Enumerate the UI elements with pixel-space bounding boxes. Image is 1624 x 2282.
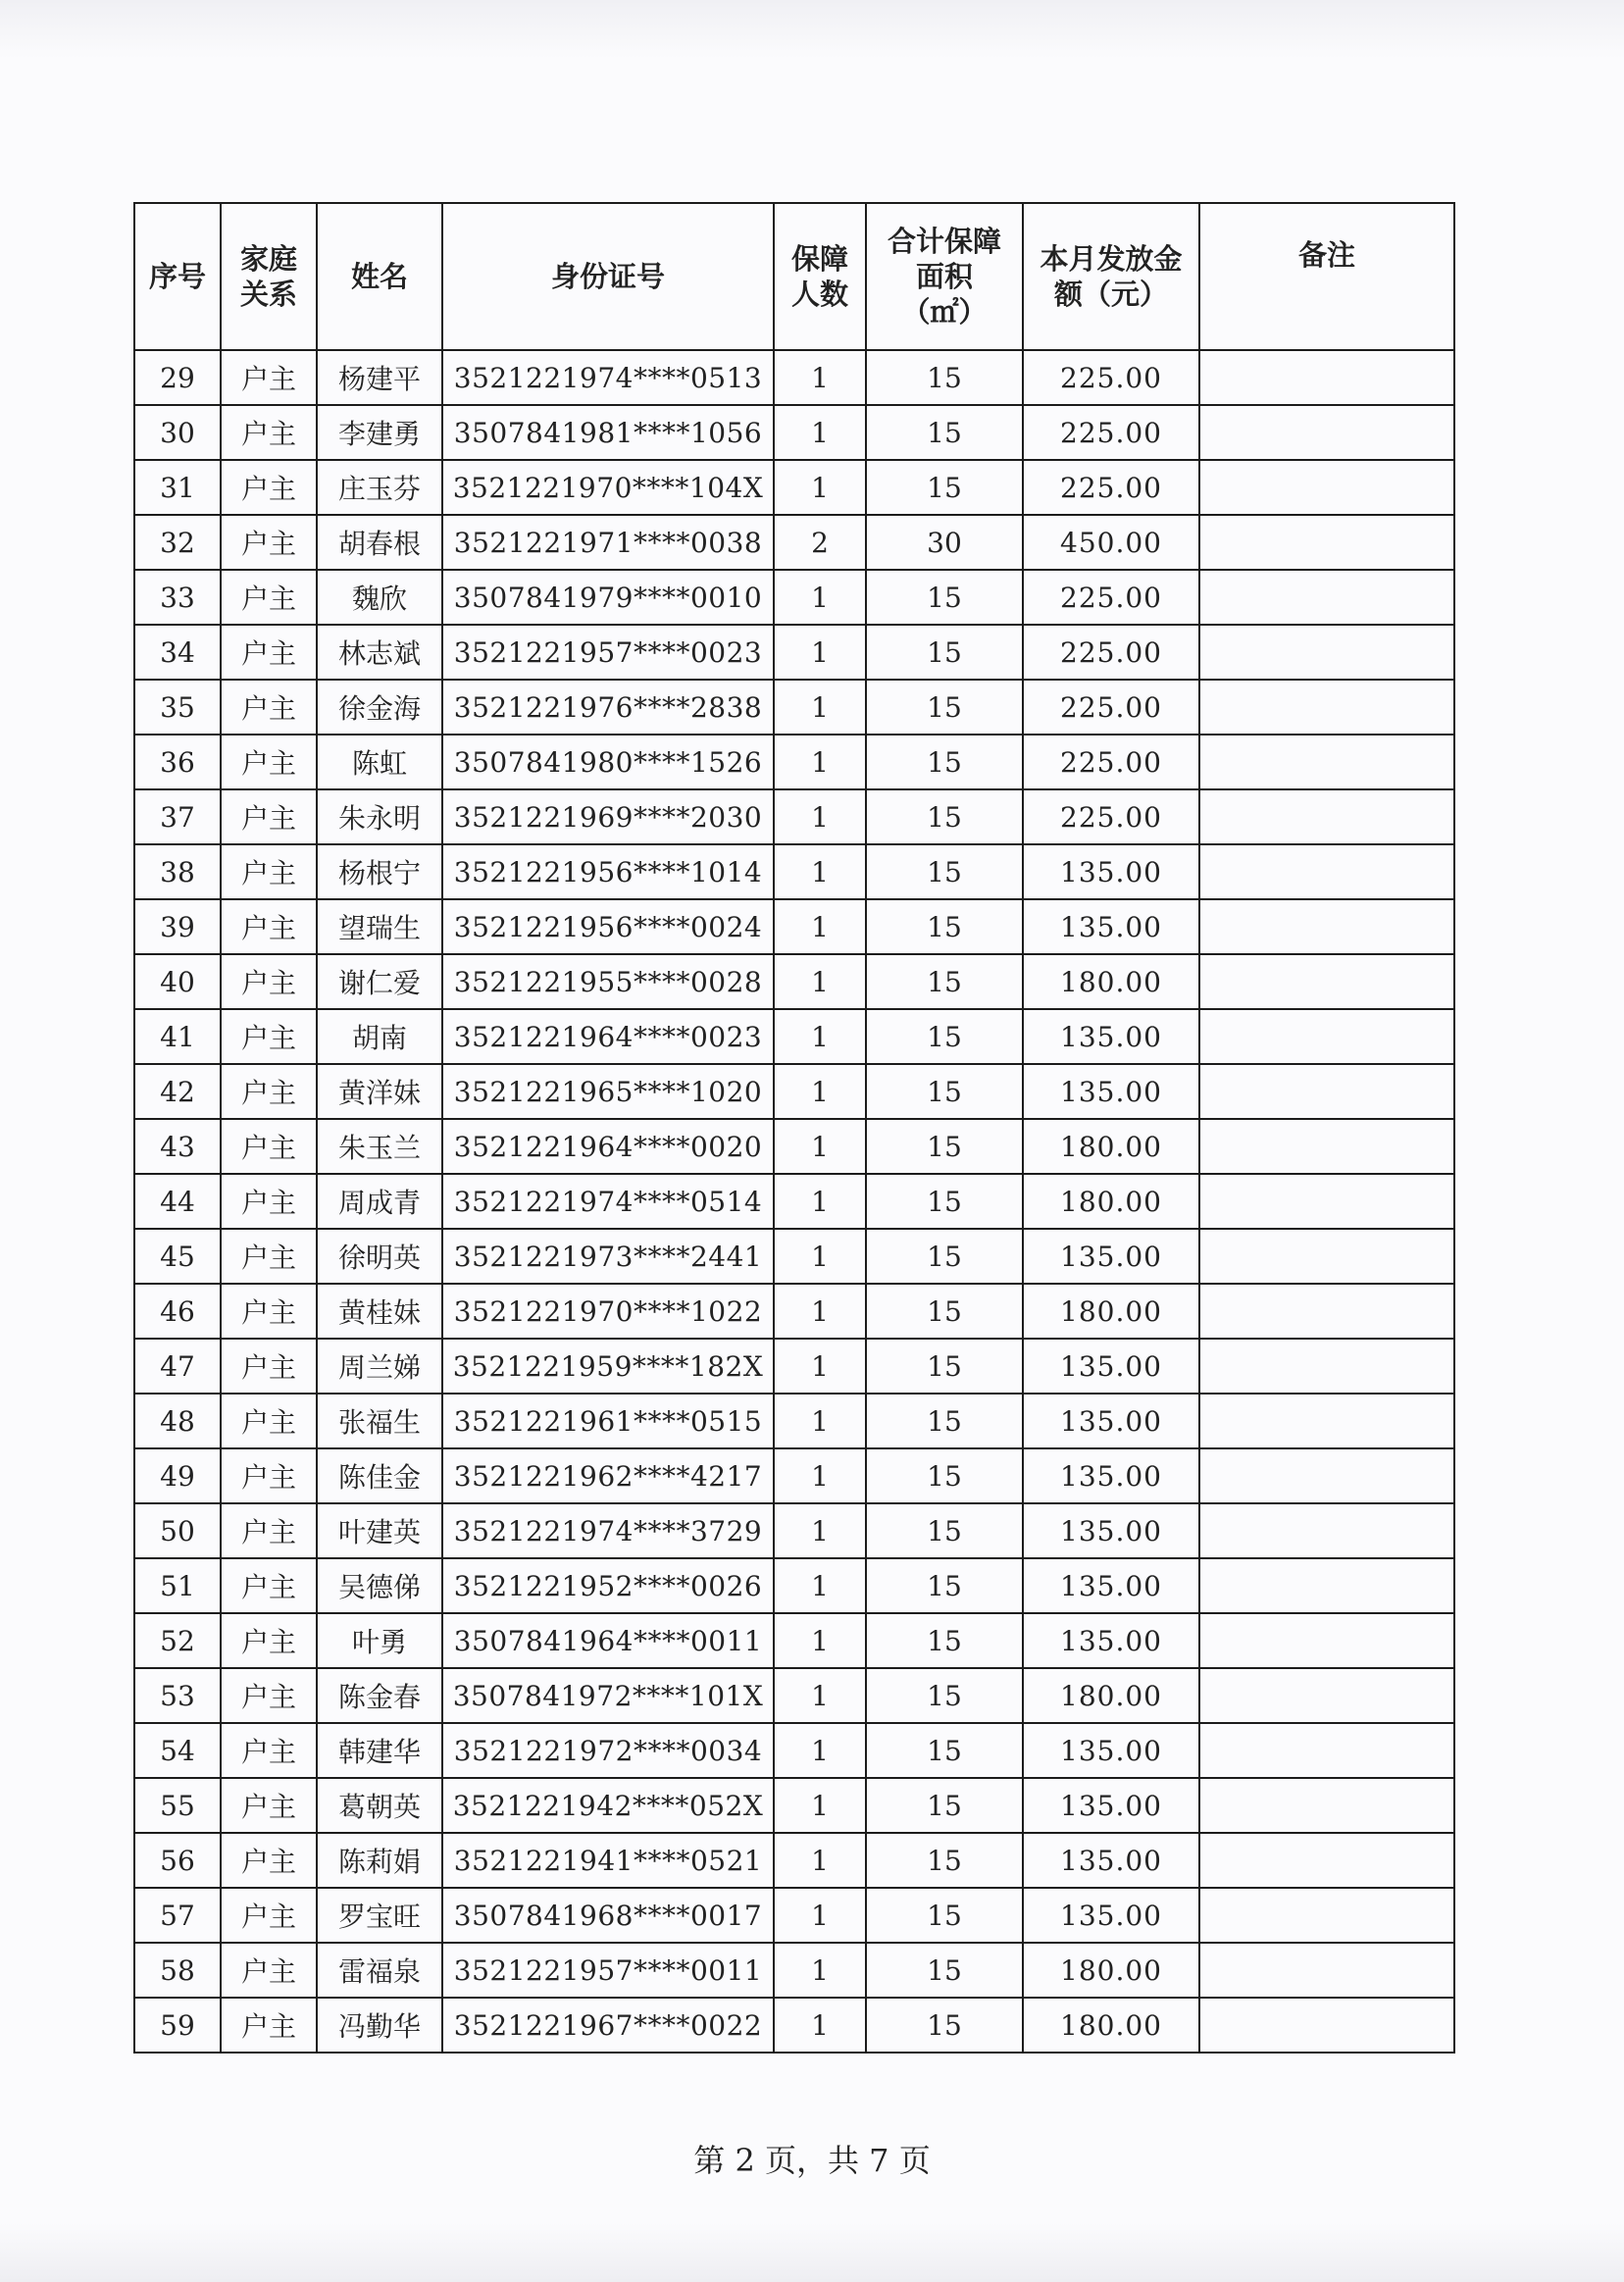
cell-persons: 1 bbox=[774, 1943, 866, 1998]
cell-relation: 户主 bbox=[221, 350, 317, 405]
cell-amount: 225.00 bbox=[1023, 735, 1199, 789]
table-row bbox=[134, 1503, 1454, 1558]
cell-persons: 1 bbox=[774, 1284, 866, 1339]
cell-amount: 450.00 bbox=[1023, 515, 1199, 570]
cell-area: 15 bbox=[866, 680, 1023, 735]
cell-persons: 1 bbox=[774, 844, 866, 899]
cell-seq: 36 bbox=[134, 735, 221, 789]
cell-area: 15 bbox=[866, 350, 1023, 405]
cell-relation: 户主 bbox=[221, 1339, 317, 1394]
cell-area: 15 bbox=[866, 1833, 1023, 1888]
table-row bbox=[134, 789, 1454, 844]
cell-seq: 44 bbox=[134, 1174, 221, 1229]
cell-relation: 户主 bbox=[221, 1503, 317, 1558]
cell-area: 15 bbox=[866, 1009, 1023, 1064]
cell-relation: 户主 bbox=[221, 954, 317, 1009]
cell-amount: 180.00 bbox=[1023, 1943, 1199, 1998]
cell-seq: 31 bbox=[134, 460, 221, 515]
header-relation: 家庭关系 bbox=[221, 203, 317, 350]
cell-area: 15 bbox=[866, 1394, 1023, 1448]
cell-persons: 2 bbox=[774, 515, 866, 570]
cell-persons: 1 bbox=[774, 1998, 866, 2053]
cell-relation: 户主 bbox=[221, 570, 317, 625]
table-row bbox=[134, 1339, 1454, 1394]
table-row bbox=[134, 1723, 1454, 1778]
cell-area: 30 bbox=[866, 515, 1023, 570]
cell-id-number: 3521221952****0026 bbox=[442, 1558, 774, 1613]
cell-id-number: 3521221976****2838 bbox=[442, 680, 774, 735]
cell-amount: 135.00 bbox=[1023, 1503, 1199, 1558]
cell-id-number: 3507841972****101X bbox=[442, 1668, 774, 1723]
cell-remarks bbox=[1199, 1888, 1454, 1943]
cell-id-number: 3507841981****1056 bbox=[442, 405, 774, 460]
cell-persons: 1 bbox=[774, 1229, 866, 1284]
cell-seq: 59 bbox=[134, 1998, 221, 2053]
cell-seq: 57 bbox=[134, 1888, 221, 1943]
cell-id-number: 3507841964****0011 bbox=[442, 1613, 774, 1668]
cell-name: 陈佳金 bbox=[317, 1448, 442, 1503]
table-row bbox=[134, 1668, 1454, 1723]
cell-persons: 1 bbox=[774, 1613, 866, 1668]
cell-area: 15 bbox=[866, 1284, 1023, 1339]
cell-area: 15 bbox=[866, 1064, 1023, 1119]
table-row bbox=[134, 1448, 1454, 1503]
cell-relation: 户主 bbox=[221, 1119, 317, 1174]
cell-id-number: 3521221956****0024 bbox=[442, 899, 774, 954]
cell-persons: 1 bbox=[774, 405, 866, 460]
cell-name: 叶勇 bbox=[317, 1613, 442, 1668]
cell-id-number: 3521221972****0034 bbox=[442, 1723, 774, 1778]
table-row bbox=[134, 954, 1454, 1009]
cell-seq: 30 bbox=[134, 405, 221, 460]
cell-remarks bbox=[1199, 405, 1454, 460]
cell-id-number: 3521221956****1014 bbox=[442, 844, 774, 899]
cell-remarks bbox=[1199, 1613, 1454, 1668]
cell-area: 15 bbox=[866, 1778, 1023, 1833]
cell-amount: 180.00 bbox=[1023, 1998, 1199, 2053]
cell-area: 15 bbox=[866, 570, 1023, 625]
cell-name: 望瑞生 bbox=[317, 899, 442, 954]
cell-seq: 53 bbox=[134, 1668, 221, 1723]
cell-area: 15 bbox=[866, 1558, 1023, 1613]
cell-area: 15 bbox=[866, 405, 1023, 460]
cell-area: 15 bbox=[866, 460, 1023, 515]
cell-amount: 135.00 bbox=[1023, 1833, 1199, 1888]
cell-name: 庄玉芬 bbox=[317, 460, 442, 515]
cell-name: 冯勤华 bbox=[317, 1998, 442, 2053]
cell-area: 15 bbox=[866, 1503, 1023, 1558]
cell-amount: 225.00 bbox=[1023, 789, 1199, 844]
cell-persons: 1 bbox=[774, 1394, 866, 1448]
table-row bbox=[134, 515, 1454, 570]
cell-name: 朱永明 bbox=[317, 789, 442, 844]
cell-name: 谢仁爱 bbox=[317, 954, 442, 1009]
cell-area: 15 bbox=[866, 735, 1023, 789]
cell-remarks bbox=[1199, 1284, 1454, 1339]
cell-persons: 1 bbox=[774, 570, 866, 625]
cell-name: 徐明英 bbox=[317, 1229, 442, 1284]
cell-name: 周兰娣 bbox=[317, 1339, 442, 1394]
cell-seq: 52 bbox=[134, 1613, 221, 1668]
cell-seq: 55 bbox=[134, 1778, 221, 1833]
cell-persons: 1 bbox=[774, 350, 866, 405]
table-row bbox=[134, 1119, 1454, 1174]
cell-id-number: 3521221970****104X bbox=[442, 460, 774, 515]
cell-persons: 1 bbox=[774, 1064, 866, 1119]
cell-remarks bbox=[1199, 1119, 1454, 1174]
cell-name: 朱玉兰 bbox=[317, 1119, 442, 1174]
cell-amount: 225.00 bbox=[1023, 405, 1199, 460]
cell-relation: 户主 bbox=[221, 1558, 317, 1613]
cell-amount: 135.00 bbox=[1023, 899, 1199, 954]
table-row bbox=[134, 1284, 1454, 1339]
table-row bbox=[134, 1943, 1454, 1998]
cell-seq: 40 bbox=[134, 954, 221, 1009]
cell-seq: 42 bbox=[134, 1064, 221, 1119]
cell-seq: 29 bbox=[134, 350, 221, 405]
cell-id-number: 3521221974****0513 bbox=[442, 350, 774, 405]
table-row bbox=[134, 1778, 1454, 1833]
cell-seq: 58 bbox=[134, 1943, 221, 1998]
cell-id-number: 3521221961****0515 bbox=[442, 1394, 774, 1448]
cell-relation: 户主 bbox=[221, 1613, 317, 1668]
cell-remarks bbox=[1199, 350, 1454, 405]
cell-remarks bbox=[1199, 1723, 1454, 1778]
cell-remarks bbox=[1199, 1668, 1454, 1723]
cell-remarks bbox=[1199, 1009, 1454, 1064]
cell-area: 15 bbox=[866, 1723, 1023, 1778]
cell-amount: 180.00 bbox=[1023, 1668, 1199, 1723]
table-row bbox=[134, 460, 1454, 515]
cell-id-number: 3521221964****0023 bbox=[442, 1009, 774, 1064]
cell-amount: 225.00 bbox=[1023, 460, 1199, 515]
cell-persons: 1 bbox=[774, 1778, 866, 1833]
cell-id-number: 3521221957****0023 bbox=[442, 625, 774, 680]
table-row bbox=[134, 1888, 1454, 1943]
cell-relation: 户主 bbox=[221, 1668, 317, 1723]
cell-name: 胡春根 bbox=[317, 515, 442, 570]
cell-area: 15 bbox=[866, 1888, 1023, 1943]
table-row bbox=[134, 1174, 1454, 1229]
cell-amount: 135.00 bbox=[1023, 1339, 1199, 1394]
cell-remarks bbox=[1199, 680, 1454, 735]
cell-id-number: 3521221955****0028 bbox=[442, 954, 774, 1009]
cell-remarks bbox=[1199, 1943, 1454, 1998]
cell-seq: 47 bbox=[134, 1339, 221, 1394]
cell-seq: 43 bbox=[134, 1119, 221, 1174]
cell-seq: 33 bbox=[134, 570, 221, 625]
cell-relation: 户主 bbox=[221, 405, 317, 460]
cell-area: 15 bbox=[866, 844, 1023, 899]
cell-relation: 户主 bbox=[221, 515, 317, 570]
table-row bbox=[134, 1064, 1454, 1119]
cell-persons: 1 bbox=[774, 1723, 866, 1778]
cell-name: 徐金海 bbox=[317, 680, 442, 735]
cell-seq: 51 bbox=[134, 1558, 221, 1613]
cell-remarks bbox=[1199, 954, 1454, 1009]
cell-amount: 180.00 bbox=[1023, 1174, 1199, 1229]
cell-relation: 户主 bbox=[221, 460, 317, 515]
cell-persons: 1 bbox=[774, 1009, 866, 1064]
cell-remarks bbox=[1199, 570, 1454, 625]
cell-remarks bbox=[1199, 735, 1454, 789]
table-row bbox=[134, 735, 1454, 789]
cell-remarks bbox=[1199, 1448, 1454, 1503]
cell-id-number: 3521221974****3729 bbox=[442, 1503, 774, 1558]
cell-id-number: 3521221942****052X bbox=[442, 1778, 774, 1833]
cell-id-number: 3507841980****1526 bbox=[442, 735, 774, 789]
cell-relation: 户主 bbox=[221, 1064, 317, 1119]
cell-persons: 1 bbox=[774, 1339, 866, 1394]
cell-remarks bbox=[1199, 1174, 1454, 1229]
table-row bbox=[134, 405, 1454, 460]
cell-relation: 户主 bbox=[221, 1229, 317, 1284]
cell-relation: 户主 bbox=[221, 1723, 317, 1778]
header-id-number: 身份证号 bbox=[442, 203, 774, 350]
cell-persons: 1 bbox=[774, 1668, 866, 1723]
cell-amount: 135.00 bbox=[1023, 1064, 1199, 1119]
table-row bbox=[134, 1613, 1454, 1668]
cell-amount: 225.00 bbox=[1023, 680, 1199, 735]
cell-remarks bbox=[1199, 515, 1454, 570]
cell-name: 吴德俤 bbox=[317, 1558, 442, 1613]
cell-id-number: 3521221957****0011 bbox=[442, 1943, 774, 1998]
table-body bbox=[134, 350, 1454, 2053]
header-area: 合计保障面积（㎡） bbox=[866, 203, 1023, 350]
cell-amount: 135.00 bbox=[1023, 1229, 1199, 1284]
cell-persons: 1 bbox=[774, 1888, 866, 1943]
cell-area: 15 bbox=[866, 1943, 1023, 1998]
header-seq: 序号 bbox=[134, 203, 221, 350]
cell-persons: 1 bbox=[774, 899, 866, 954]
header-amount: 本月发放金额（元） bbox=[1023, 203, 1199, 350]
cell-id-number: 3521221967****0022 bbox=[442, 1998, 774, 2053]
cell-name: 张福生 bbox=[317, 1394, 442, 1448]
cell-amount: 180.00 bbox=[1023, 954, 1199, 1009]
cell-seq: 56 bbox=[134, 1833, 221, 1888]
cell-remarks bbox=[1199, 1833, 1454, 1888]
cell-name: 雷福泉 bbox=[317, 1943, 442, 1998]
cell-area: 15 bbox=[866, 954, 1023, 1009]
cell-remarks bbox=[1199, 1064, 1454, 1119]
cell-id-number: 3521221941****0521 bbox=[442, 1833, 774, 1888]
table-row bbox=[134, 625, 1454, 680]
cell-area: 15 bbox=[866, 1339, 1023, 1394]
cell-relation: 户主 bbox=[221, 680, 317, 735]
cell-persons: 1 bbox=[774, 460, 866, 515]
cell-amount: 135.00 bbox=[1023, 1778, 1199, 1833]
cell-area: 15 bbox=[866, 1668, 1023, 1723]
subsidy-roster-table bbox=[133, 202, 1455, 2054]
cell-persons: 1 bbox=[774, 735, 866, 789]
table-row bbox=[134, 844, 1454, 899]
cell-seq: 38 bbox=[134, 844, 221, 899]
cell-area: 15 bbox=[866, 1998, 1023, 2053]
cell-remarks bbox=[1199, 1558, 1454, 1613]
cell-area: 15 bbox=[866, 1448, 1023, 1503]
cell-remarks bbox=[1199, 1998, 1454, 2053]
cell-seq: 37 bbox=[134, 789, 221, 844]
cell-relation: 户主 bbox=[221, 1998, 317, 2053]
cell-persons: 1 bbox=[774, 1119, 866, 1174]
cell-relation: 户主 bbox=[221, 1174, 317, 1229]
cell-seq: 39 bbox=[134, 899, 221, 954]
cell-name: 杨建平 bbox=[317, 350, 442, 405]
cell-relation: 户主 bbox=[221, 789, 317, 844]
cell-amount: 135.00 bbox=[1023, 1448, 1199, 1503]
cell-amount: 135.00 bbox=[1023, 1394, 1199, 1448]
cell-seq: 34 bbox=[134, 625, 221, 680]
cell-area: 15 bbox=[866, 1229, 1023, 1284]
cell-persons: 1 bbox=[774, 789, 866, 844]
cell-relation: 户主 bbox=[221, 625, 317, 680]
cell-remarks bbox=[1199, 789, 1454, 844]
cell-amount: 135.00 bbox=[1023, 1613, 1199, 1668]
cell-id-number: 3521221971****0038 bbox=[442, 515, 774, 570]
cell-amount: 180.00 bbox=[1023, 1119, 1199, 1174]
cell-amount: 225.00 bbox=[1023, 570, 1199, 625]
header-row bbox=[134, 203, 1454, 350]
cell-amount: 135.00 bbox=[1023, 1723, 1199, 1778]
cell-relation: 户主 bbox=[221, 1009, 317, 1064]
cell-relation: 户主 bbox=[221, 1448, 317, 1503]
cell-area: 15 bbox=[866, 1119, 1023, 1174]
table-header bbox=[134, 203, 1454, 350]
cell-relation: 户主 bbox=[221, 1284, 317, 1339]
table-row bbox=[134, 1394, 1454, 1448]
table-row bbox=[134, 899, 1454, 954]
cell-name: 黄洋妹 bbox=[317, 1064, 442, 1119]
cell-amount: 135.00 bbox=[1023, 1558, 1199, 1613]
table-row bbox=[134, 1998, 1454, 2053]
cell-area: 15 bbox=[866, 1613, 1023, 1668]
cell-id-number: 3521221959****182X bbox=[442, 1339, 774, 1394]
cell-remarks bbox=[1199, 1229, 1454, 1284]
cell-remarks bbox=[1199, 844, 1454, 899]
cell-seq: 45 bbox=[134, 1229, 221, 1284]
cell-amount: 135.00 bbox=[1023, 1888, 1199, 1943]
cell-name: 胡南 bbox=[317, 1009, 442, 1064]
cell-id-number: 3507841979****0010 bbox=[442, 570, 774, 625]
cell-remarks bbox=[1199, 625, 1454, 680]
cell-remarks bbox=[1199, 460, 1454, 515]
cell-relation: 户主 bbox=[221, 844, 317, 899]
cell-persons: 1 bbox=[774, 680, 866, 735]
cell-name: 韩建华 bbox=[317, 1723, 442, 1778]
cell-persons: 1 bbox=[774, 1174, 866, 1229]
cell-persons: 1 bbox=[774, 954, 866, 1009]
cell-seq: 32 bbox=[134, 515, 221, 570]
cell-seq: 35 bbox=[134, 680, 221, 735]
cell-relation: 户主 bbox=[221, 1888, 317, 1943]
table-row bbox=[134, 680, 1454, 735]
cell-remarks bbox=[1199, 1339, 1454, 1394]
cell-relation: 户主 bbox=[221, 735, 317, 789]
cell-name: 周成青 bbox=[317, 1174, 442, 1229]
cell-relation: 户主 bbox=[221, 1778, 317, 1833]
cell-amount: 180.00 bbox=[1023, 1284, 1199, 1339]
cell-persons: 1 bbox=[774, 1558, 866, 1613]
cell-name: 陈莉娟 bbox=[317, 1833, 442, 1888]
header-name: 姓名 bbox=[317, 203, 442, 350]
cell-relation: 户主 bbox=[221, 899, 317, 954]
cell-seq: 54 bbox=[134, 1723, 221, 1778]
cell-amount: 135.00 bbox=[1023, 1009, 1199, 1064]
cell-name: 魏欣 bbox=[317, 570, 442, 625]
cell-seq: 50 bbox=[134, 1503, 221, 1558]
cell-name: 罗宝旺 bbox=[317, 1888, 442, 1943]
cell-remarks bbox=[1199, 1503, 1454, 1558]
cell-relation: 户主 bbox=[221, 1943, 317, 1998]
cell-remarks bbox=[1199, 1394, 1454, 1448]
cell-seq: 48 bbox=[134, 1394, 221, 1448]
cell-name: 黄桂妹 bbox=[317, 1284, 442, 1339]
cell-id-number: 3521221962****4217 bbox=[442, 1448, 774, 1503]
cell-persons: 1 bbox=[774, 1833, 866, 1888]
cell-amount: 225.00 bbox=[1023, 350, 1199, 405]
table-row bbox=[134, 1558, 1454, 1613]
cell-seq: 41 bbox=[134, 1009, 221, 1064]
cell-remarks bbox=[1199, 899, 1454, 954]
table-row bbox=[134, 1009, 1454, 1064]
cell-remarks bbox=[1199, 1778, 1454, 1833]
cell-persons: 1 bbox=[774, 1448, 866, 1503]
cell-seq: 46 bbox=[134, 1284, 221, 1339]
page-number-footer: 第 2 页，共 7 页 bbox=[693, 2142, 931, 2179]
cell-name: 杨根宁 bbox=[317, 844, 442, 899]
cell-area: 15 bbox=[866, 789, 1023, 844]
cell-name: 陈金春 bbox=[317, 1668, 442, 1723]
cell-id-number: 3521221965****1020 bbox=[442, 1064, 774, 1119]
cell-persons: 1 bbox=[774, 1503, 866, 1558]
cell-name: 李建勇 bbox=[317, 405, 442, 460]
cell-seq: 49 bbox=[134, 1448, 221, 1503]
cell-id-number: 3507841968****0017 bbox=[442, 1888, 774, 1943]
cell-area: 15 bbox=[866, 625, 1023, 680]
cell-id-number: 3521221974****0514 bbox=[442, 1174, 774, 1229]
cell-relation: 户主 bbox=[221, 1833, 317, 1888]
cell-id-number: 3521221969****2030 bbox=[442, 789, 774, 844]
cell-id-number: 3521221964****0020 bbox=[442, 1119, 774, 1174]
cell-name: 陈虹 bbox=[317, 735, 442, 789]
cell-area: 15 bbox=[866, 1174, 1023, 1229]
header-persons: 保障人数 bbox=[774, 203, 866, 350]
cell-name: 葛朝英 bbox=[317, 1778, 442, 1833]
cell-amount: 225.00 bbox=[1023, 625, 1199, 680]
cell-relation: 户主 bbox=[221, 1394, 317, 1448]
cell-id-number: 3521221973****2441 bbox=[442, 1229, 774, 1284]
table-row bbox=[134, 350, 1454, 405]
table-row bbox=[134, 1833, 1454, 1888]
table-row bbox=[134, 570, 1454, 625]
cell-name: 叶建英 bbox=[317, 1503, 442, 1558]
cell-persons: 1 bbox=[774, 625, 866, 680]
cell-amount: 135.00 bbox=[1023, 844, 1199, 899]
cell-area: 15 bbox=[866, 899, 1023, 954]
cell-id-number: 3521221970****1022 bbox=[442, 1284, 774, 1339]
header-remarks: 备注 bbox=[1199, 203, 1454, 350]
table-row bbox=[134, 1229, 1454, 1284]
cell-name: 林志斌 bbox=[317, 625, 442, 680]
